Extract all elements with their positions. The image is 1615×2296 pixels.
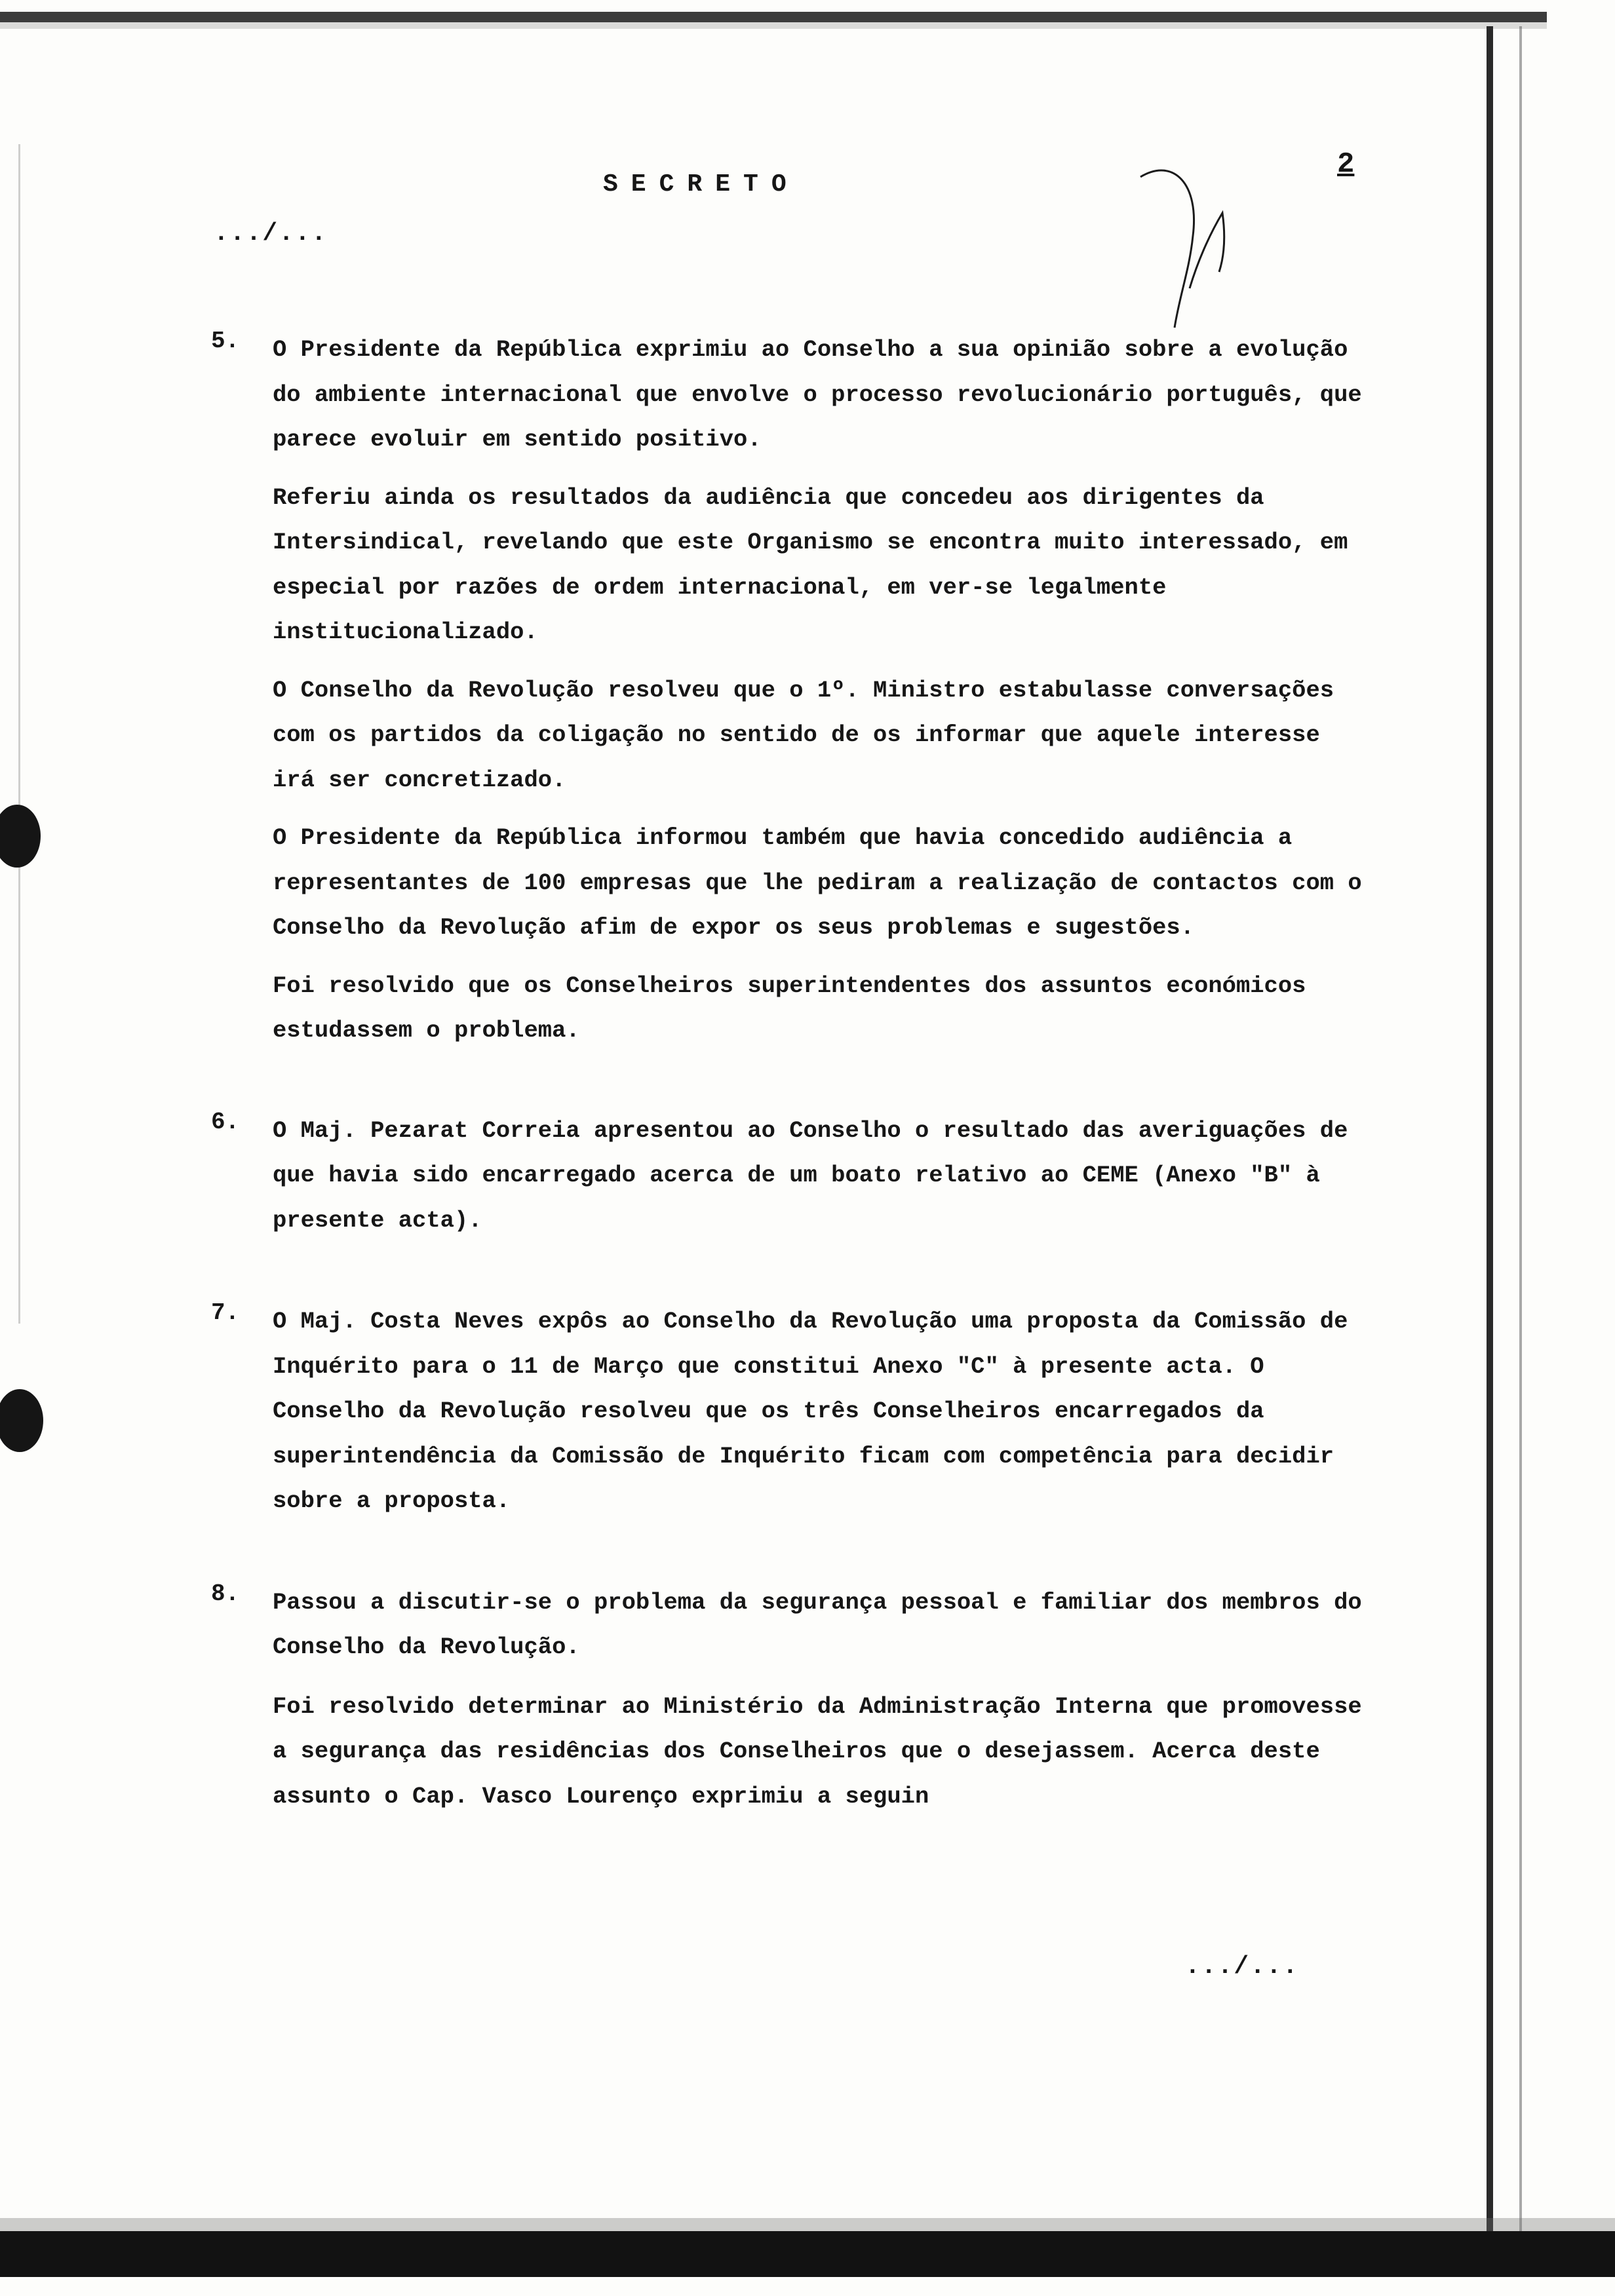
scan-bottom-edge <box>0 2231 1615 2277</box>
punch-hole-bottom <box>0 1389 43 1452</box>
scan-top-shadow <box>0 22 1547 29</box>
minutes-item <box>203 328 1370 1054</box>
item-paragraph: O Maj. Costa Neves expôs ao Conselho da Revolução uma proposta da Comissão de Inquérito para o 11 de Março que constitui Anexo "C" à presente acta. O Conselho da Revolução resolveu que os três Conselheiros encarregados da superintendência da Comissão de Inquérito ficam com competência para decidir sobre a proposta. <box>273 1308 1348 1514</box>
item-paragraph: O Presidente da República exprimiu ao Conselho a sua opinião sobre a evolução do ambiente internacional que envolve o processo revolucionário português, que parece evoluir em sentido positivo. <box>273 336 1362 453</box>
scan-right-line <box>1519 26 1522 2231</box>
scan-right-edge <box>1487 26 1493 2231</box>
minutes-item <box>203 1109 1370 1244</box>
scan-bottom-shadow <box>0 2218 1615 2232</box>
handwritten-initials <box>1127 157 1245 354</box>
scan-top-edge <box>0 12 1547 22</box>
item-number: 6. <box>211 1108 240 1136</box>
item-paragraph: Referiu ainda os resultados da audiência que concedeu aos dirigentes da Intersindical, revelando que este Organismo se encontra muito interessado, em especial por razões de ordem internacional, em ver-se legalmente institucionalizado. <box>273 484 1348 645</box>
scan-left-line <box>18 144 20 1324</box>
item-paragraph: O Presidente da República informou também que havia concedido audiência a representantes de 100 empresas que lhe pediram a realização de contactos com o Conselho da Revolução afim de expor os seus problemas e sugestões. <box>273 824 1362 941</box>
item-number: 7. <box>211 1299 240 1326</box>
punch-hole-top <box>0 805 41 868</box>
minutes-item <box>203 1580 1370 1820</box>
item-paragraph: Passou a discutir-se o problema da segurança pessoal e familiar dos membros do Conselho da Revolução. <box>273 1588 1362 1660</box>
classification-header: SECRETO <box>603 170 800 199</box>
minutes-items <box>203 328 1370 1819</box>
item-paragraph: Foi resolvido determinar ao Ministério da Administração Interna que promovesse a segurança das residências dos Conselheiros que o desejassem. Acerca deste assunto o Cap. Vasco Lourenço exprimiu a seguin <box>273 1693 1362 1810</box>
item-paragraph: Foi resolvido que os Conselheiros superintendentes dos assuntos económicos estudassem o problema. <box>273 972 1306 1044</box>
continuation-mark-bottom: .../... <box>1185 1953 1299 1981</box>
item-paragraph: O Maj. Pezarat Correia apresentou ao Conselho o resultado das averiguações de que havia sido encarregado acerca de um boato relativo ao CEME (Anexo "B" à presente acta). <box>273 1117 1348 1234</box>
continuation-mark-top: .../... <box>214 220 328 248</box>
page-number: 2 <box>1337 148 1355 181</box>
minutes-item <box>203 1299 1370 1524</box>
item-number: 5. <box>211 328 240 354</box>
item-paragraph: O Conselho da Revolução resolveu que o 1º. Ministro estabulasse conversações com os partidos da coligação no sentido de os informar que aquele interesse irá ser concretizado. <box>273 676 1334 794</box>
item-number: 8. <box>211 1580 240 1607</box>
